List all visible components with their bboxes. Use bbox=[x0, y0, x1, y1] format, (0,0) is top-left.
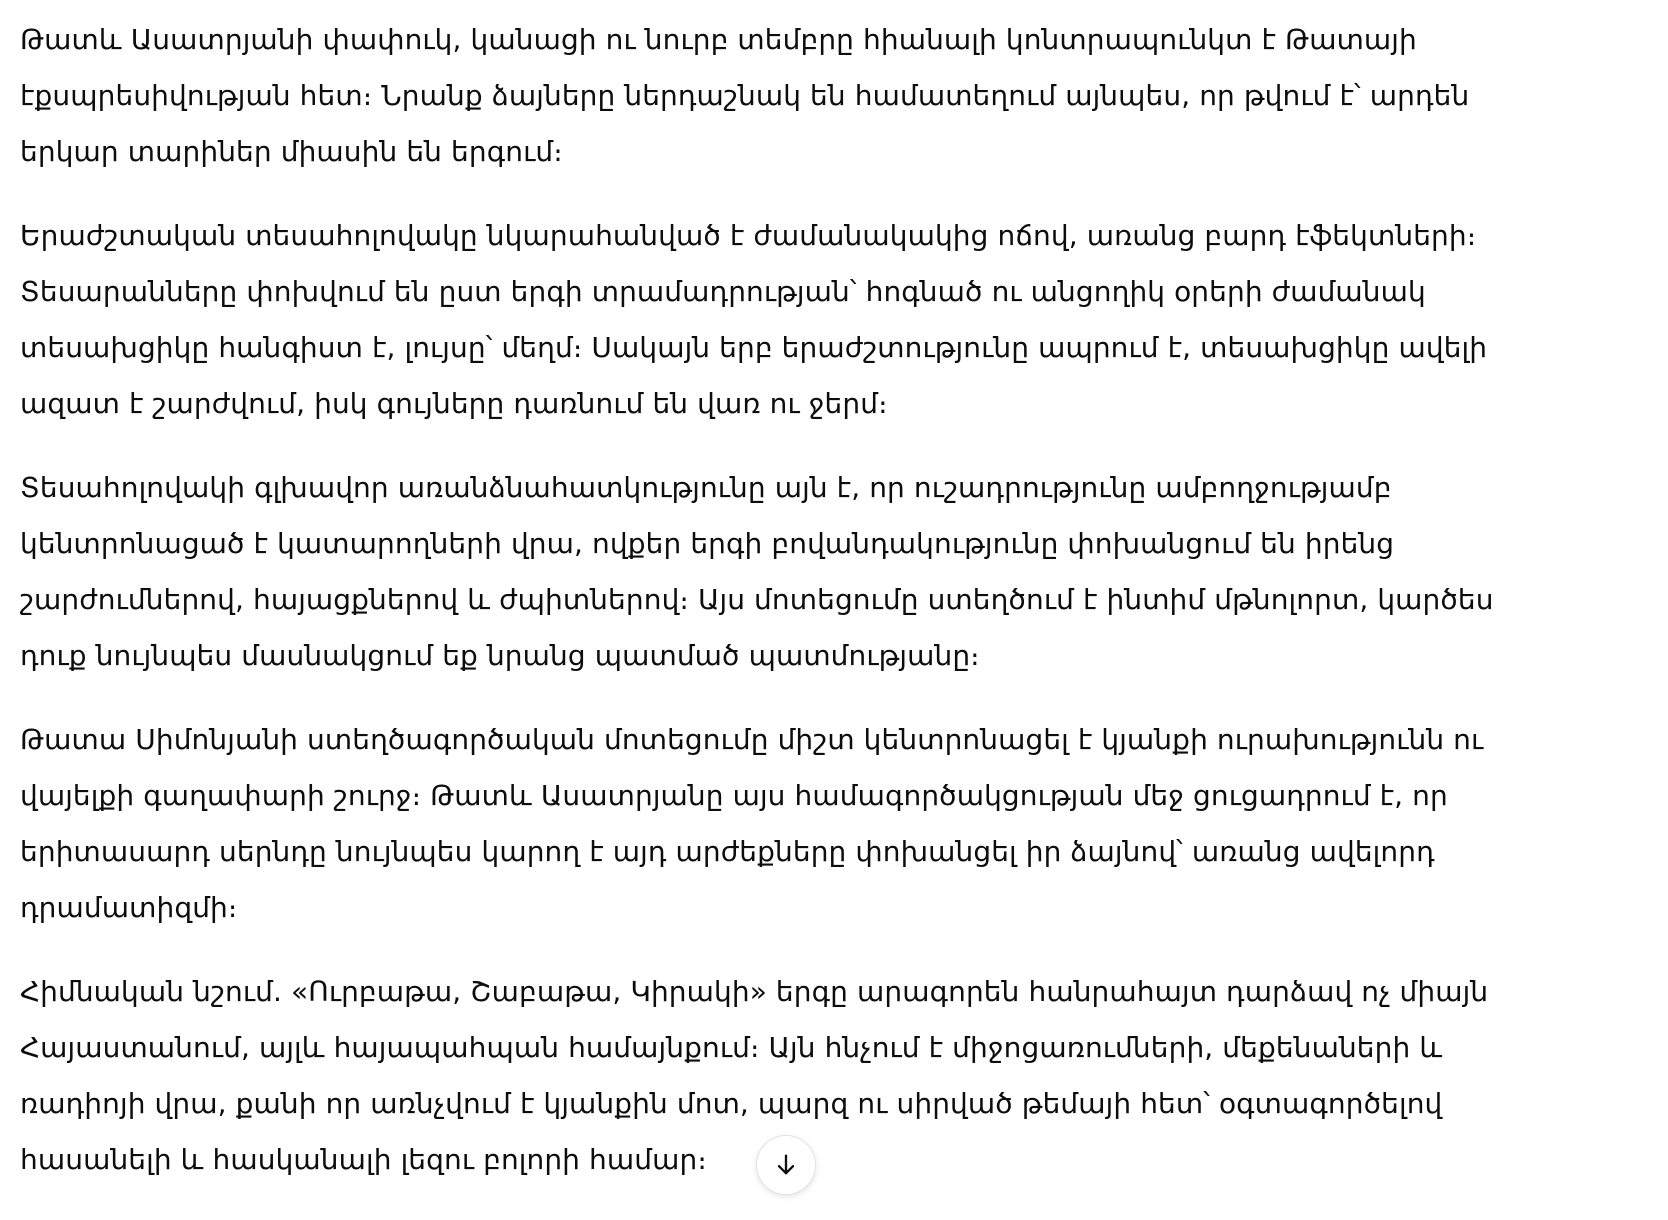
paragraph-4 bbox=[20, 712, 1580, 936]
paragraph-line: Հայաստանում, այլև հայապահպան համայնքում։ Այն հնչում է միջոցառումների, մեքենաների և bbox=[20, 1031, 1443, 1064]
paragraph-1 bbox=[20, 12, 1580, 180]
paragraph-2 bbox=[20, 208, 1580, 432]
paragraph-line: ազատ է շարժվում, իսկ գույները դառնում են վառ ու ջերմ։ bbox=[20, 387, 888, 420]
paragraph-line: երիտասարդ սերնդը նույնպես կարող է այդ արժեքները փոխանցել իր ձայնով՝ առանց ավելորդ bbox=[20, 835, 1435, 868]
paragraph-line: հասանելի և հասկանալի լեզու բոլորի համար։ bbox=[20, 1143, 707, 1176]
paragraph-line: շարժումներով, հայացքներով և ժպիտներով։ Այս մոտեցումը ստեղծում է ինտիմ մթնոլորտ, կարծես bbox=[20, 583, 1494, 616]
paragraph-line: կենտրոնացած է կատարողների վրա, ովքեր երգի բովանդակությունը փոխանցում են իրենց bbox=[20, 527, 1395, 560]
paragraph-line: ռադիոյի վրա, քանի որ առնչվում է կյանքին մոտ, պարզ ու սիրված թեմայի հետ՝ օգտագործելով bbox=[20, 1087, 1443, 1120]
paragraph-line: Տեսարանները փոխվում են ըստ երգի տրամադրության՝ հոգնած ու անցողիկ օրերի ժամանակ bbox=[20, 275, 1426, 308]
paragraph-line: դրամատիզմի։ bbox=[20, 891, 238, 924]
scroll-to-bottom-button[interactable] bbox=[756, 1135, 816, 1195]
paragraph-line: Հիմնական նշում. «Ուրբաթա, Շաբաթա, Կիրակի» երգը արագորեն հանրահայտ դարձավ ոչ միայն bbox=[20, 975, 1489, 1008]
paragraph-line: էքսպրեսիվության հետ։ Նրանք ձայները ներդաշնակ են համատեղում այնպես, որ թվում է՝ արդեն bbox=[20, 79, 1470, 112]
paragraph-line: դուք նույնպես մասնակցում եք նրանց պատմած պատմությանը։ bbox=[20, 639, 980, 672]
arrow-down-icon bbox=[772, 1151, 800, 1179]
paragraph-line: վայելքի գաղափարի շուրջ։ Թատև Ասատրյանը այս համագործակցության մեջ ցուցադրում է, որ bbox=[20, 779, 1448, 812]
paragraph-line: Երաժշտական տեսահոլովակը նկարահանված է ժամանակակից ոճով, առանց բարդ էֆեկտների։ bbox=[20, 219, 1477, 252]
paragraph-line: Թատև Ասատրյանի փափուկ, կանացի ու նուրբ տեմբրը հիանալի կոնտրապունկտ է Թատայի bbox=[20, 23, 1417, 56]
paragraph-line: Տեսահոլովակի գլխավոր առանձնահատկությունը այն է, որ ուշադրությունը ամբողջությամբ bbox=[20, 471, 1392, 504]
paragraph-3 bbox=[20, 460, 1580, 684]
article-body bbox=[20, 12, 1580, 1216]
paragraph-line: երկար տարիներ միասին են երգում։ bbox=[20, 135, 563, 168]
paragraph-line: Թատա Սիմոնյանի ստեղծագործական մոտեցումը միշտ կենտրոնացել է կյանքի ուրախությունն ու bbox=[20, 723, 1484, 756]
paragraph-line: տեսախցիկը հանգիստ է, լույսը՝ մեղմ։ Սակայն երբ երաժշտությունը ապրում է, տեսախցիկը ավելի bbox=[20, 331, 1488, 364]
